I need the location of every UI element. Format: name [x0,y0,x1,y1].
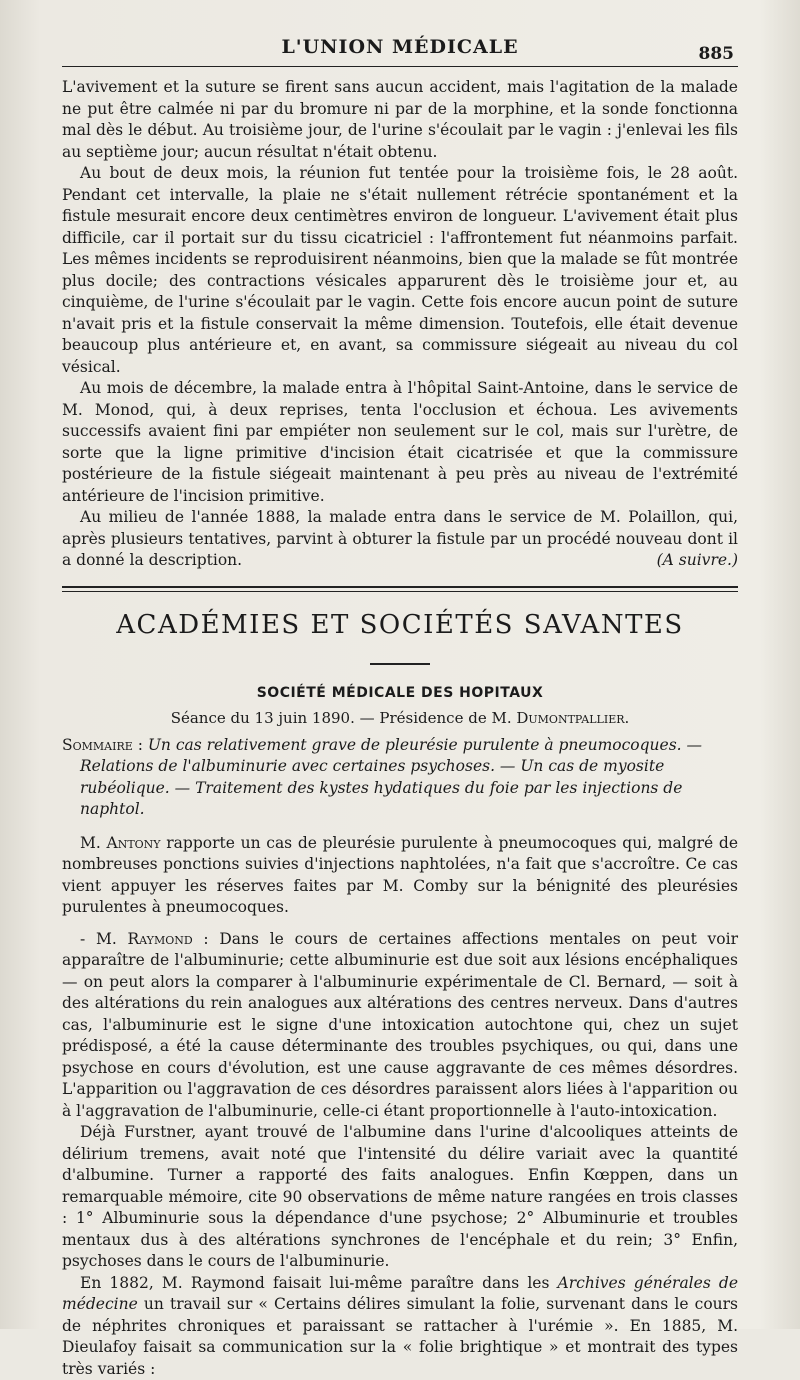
seance-line [62,709,738,727]
paragraph-1888 [62,507,738,572]
section-title: ACADÉMIES ET SOCIÉTÉS SAVANTES [62,610,738,640]
sommaire-items: Un cas relativement grave de pleurésie purulente à pneumocoques. — Relations de l'albuminurie avec certaines psychoses. — Un cas de myosite rubéolique. — Traitement des kystes hydatiques du foie par les injections de naphtol. [80,736,702,819]
last-before: En 1882, M. Raymond faisait lui-même paraître dans les [80,1274,558,1292]
paragraph-antony [62,833,738,919]
header-rule [62,66,738,67]
sommaire-label: Sommaire [62,736,133,754]
paragraph-raymond [62,929,738,1123]
society-title: SOCIÉTÉ MÉDICALE DES HOPITAUX [62,685,738,701]
paragraph-1882 [62,1273,738,1380]
raymond-prefix: - M. [80,930,128,948]
running-head [62,30,738,64]
page-number: 885 [699,44,735,64]
section-rule-thick [62,586,738,588]
paragraph-decembre: Au mois de décembre, la malade entra à l'hôpital Saint-Antoine, dans le service de M. Monod, qui, à deux reprises, tenta l'occlusion et échoua. Les avivements successifs avaient fini par empiéter non seulement sur le col, mais sur l'urètre, de sorte que la ligne primitive d'incision était cicatrisée et que la commissure postérieure de la fistule siégeait maintenant à peu près au niveau de l'extrémité antérieure de l'incision primitive. [62,378,738,507]
seance-text: Séance du 13 juin 1890. — Présidence de M. [171,709,517,727]
section-rule-thin [62,591,738,592]
antony-name: Antony [107,834,161,852]
president-name: Dumontpallier. [516,709,629,727]
a-suivre: (A suivre.) [639,550,738,572]
paragraph-furstner: Déjà Furstner, ayant trouvé de l'albumine dans l'urine d'alcooliques atteints de délirium tremens, avait noté que l'intensité du délire variait avec la quantité d'albumine. Turner a rapporté des faits analogues. Enfin Kœppen, dans un remarquable mémoire, cite 90 observations de même nature rangées en trois classes : 1° Albuminurie sous la dépendance d'une psychose; 2° Albuminurie et troubles mentaux dus à des altérations synchrones de l'encéphale et du rein; 3° Enfin, psychoses dans le cours de l'albuminurie. [62,1122,738,1273]
paragraph-1888-text: Au milieu de l'année 1888, la malade entra dans le service de M. Polaillon, qui, après plusieurs tentatives, parvint à obturer la fistule par un procédé nouveau dont il a donné la description. [62,508,738,569]
journal-title: L'UNION MÉDICALE [281,36,518,58]
sommaire-first-line [80,735,738,821]
last-after: un travail sur « Certains délires simulant la folie, survenant dans le cours de néphrites chroniques et paraissant se rattacher à l'urémie ». En 1885, M. Dieulafoy faisait sa communication sur la « folie brightique » et montrait des types très variés : [62,1295,738,1378]
ornament-rule [62,654,738,673]
sommaire-block [62,735,738,821]
antony-prefix: M. [80,834,107,852]
antony-text: rapporte un cas de pleurésie purulente à pneumocoques qui, malgré de nombreuses ponctions suivies d'injections naphtolées, n'a fait que s'accroître. Ce cas vient appuyer les réserves faites par M. Comby sur la bénignité des pleurésies purulentes à pneumocoques. [62,834,738,917]
sommaire [62,735,738,821]
raymond-name: Raymond [128,930,193,948]
sommaire-sep: : [133,736,148,754]
archives-title: Archives générales de médecine [62,1274,738,1314]
raymond-text: : Dans le cours de certaines affections mentales on peut voir apparaître de l'albuminurie; cette albuminurie est due soit aux lésions encéphaliques — on peut alors la comparer à l'albuminurie expérimentale de Cl. Bernard, — soit à des altérations du rein analogues aux altérations des centres nerveux. Dans d'autres cas, l'albuminurie est le signe d'une intoxication autochtone qui, chez un sujet prédisposé, a été la cause déterminante des troubles psychiques, ou qui, dans une psychose en cours d'évolution, est une cause aggravante de ces mêmes désordres. L'apparition ou l'aggravation de ces désordres paraissent alors liées à l'apparition ou à l'aggravation de l'albuminurie, celle-ci étant proportionnelle à l'auto-intoxication. [62,930,738,1120]
paragraph-avivement: L'avivement et la suture se firent sans aucun accident, mais l'agitation de la malade ne put être calmée ni par du bromure ni par de la morphine, et la sonde fonctionna mal dès le début. Au troisième jour, de l'urine s'écoulait par le vagin : j'enlevai les fils au septième jour; aucun résultat n'était obtenu. [62,77,738,163]
paragraph-deux-mois: Au bout de deux mois, la réunion fut tentée pour la troisième fois, le 28 août. Pendant cet intervalle, la plaie ne s'était nullement rétrécie spontanément et la fistule mesurait encore deux centimètres environ de longueur. L'avivement était plus difficile, car il portait sur du tissu cicatriciel : l'affrontement fut néanmoins parfait. Les mêmes incidents se reproduisirent néanmoins, bien que la malade se fût montrée plus docile; des contractions vésicales apparurent dès le troisième jour et, au cinquième, de l'urine s'écoulait par le vagin. Cette fois encore aucun point de suture n'avait pris et la fistule conservait la même dimension. Toutefois, elle était devenue beaucoup plus antérieure et, en avant, sa commissure siégeait au niveau du col vésical. [62,163,738,378]
